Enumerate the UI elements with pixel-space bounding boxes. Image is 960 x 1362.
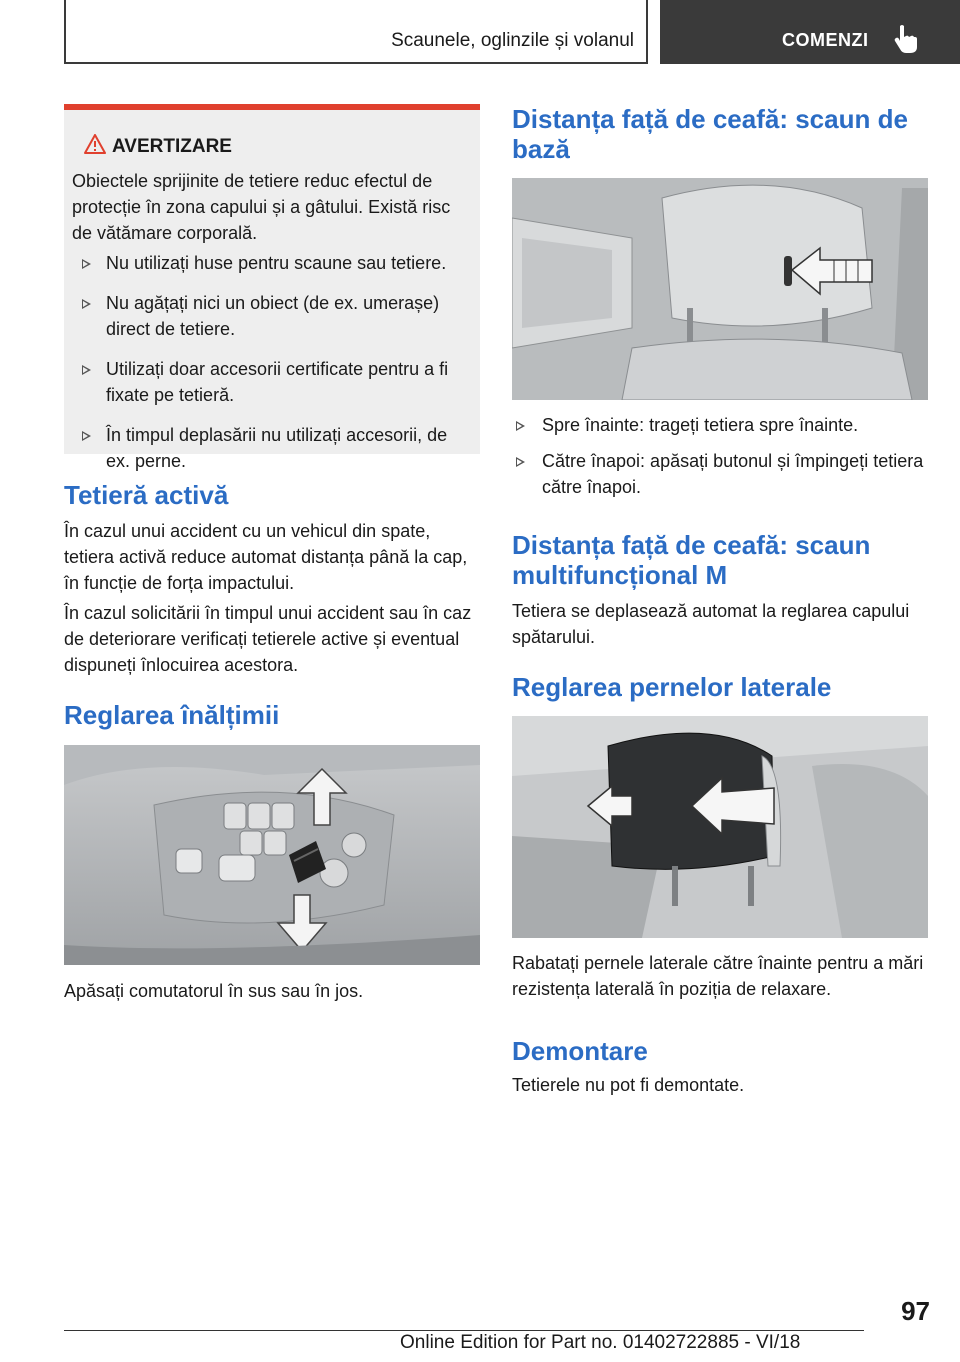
footer-edition: Online Edition for Part no. 01402722885 - VI/18 [400, 1332, 801, 1353]
hand-pointer-icon [892, 24, 918, 54]
tab-comenzi[interactable] [660, 0, 960, 64]
paragraph-active-1: În cazul unui accident cu un vehicul din spate, tetiera activă reduce automat distanța până la cap, în funcție de forța impactului. [64, 521, 468, 593]
bullet-triangle-icon [82, 431, 91, 441]
warning-heading [84, 136, 232, 158]
bullet-triangle-icon [82, 365, 91, 375]
heading-side-cushions: Reglarea pernelor laterale [512, 672, 832, 702]
warning-title: AVERTIZARE [112, 136, 232, 157]
bullet-triangle-icon [82, 259, 91, 269]
heading-m-seat: Distanța față de ceafă: scaun multifuncțional M [512, 530, 871, 590]
tab-label: COMENZI [782, 30, 869, 50]
list-item: În timpul deplasării nu utilizați accesorii, de ex. perne. [72, 422, 476, 474]
list-item: Utilizați doar accesorii certificate pentru a fi fixate pe tetieră. [72, 356, 476, 408]
list-item: Spre înainte: trageți tetiera spre înainte. [512, 412, 928, 438]
paragraph-remove: Tetierele nu pot fi demontate. [512, 1075, 745, 1095]
heading-active-headrest: Tetieră activă [64, 480, 229, 510]
bullet-triangle-icon [82, 299, 91, 309]
list-item: Către înapoi: apăsați butonul și împingeți tetiera către înapoi. [512, 448, 928, 500]
warning-box [64, 104, 480, 471]
warning-triangle-icon [84, 134, 106, 154]
paragraph-side-cushions: Rabatați pernele laterale către înainte pentru a mări rezistența laterală în poziția de relaxare. [512, 953, 924, 999]
heading-height-adjust: Reglarea înălțimii [64, 700, 280, 730]
list-item: Nu agățați nici un obiect (de ex. umerașe) direct de tetiere. [72, 290, 476, 342]
side-cushion-photo [512, 716, 928, 938]
paragraph-m-seat: Tetiera se deplasează automat la reglarea capului spătarului. [512, 601, 910, 647]
warning-text: Obiectele sprijinite de tetiere reduc efectul de protecție în zona capului și a gâtului. Există risc de vătămare corporală. [72, 171, 451, 243]
base-seat-list [512, 412, 928, 510]
header-section-box [64, 0, 648, 64]
list-item: Nu utilizați huse pentru scaune sau tetiere. [72, 250, 476, 276]
page-number: 97 [901, 1296, 930, 1326]
warning-list [72, 250, 476, 484]
heading-base-seat: Distanța față de ceafă: scaun de bază [512, 104, 908, 164]
seat-switch-photo [64, 745, 480, 965]
heading-remove: Demontare [512, 1036, 648, 1066]
headrest-base-photo [512, 178, 928, 400]
footer-divider [64, 1330, 864, 1331]
bullet-triangle-icon [516, 457, 525, 467]
bullet-triangle-icon [516, 421, 525, 431]
caption-height: Apăsați comutatorul în sus sau în jos. [64, 981, 364, 1001]
paragraph-active-2: În cazul solicitării în timpul unui accident sau în caz de deteriorare verificați tetierele active și eventual dispuneți înlocuirea acestora. [64, 603, 472, 675]
section-title: Scaunele, oglinzile și volanul [391, 30, 634, 51]
